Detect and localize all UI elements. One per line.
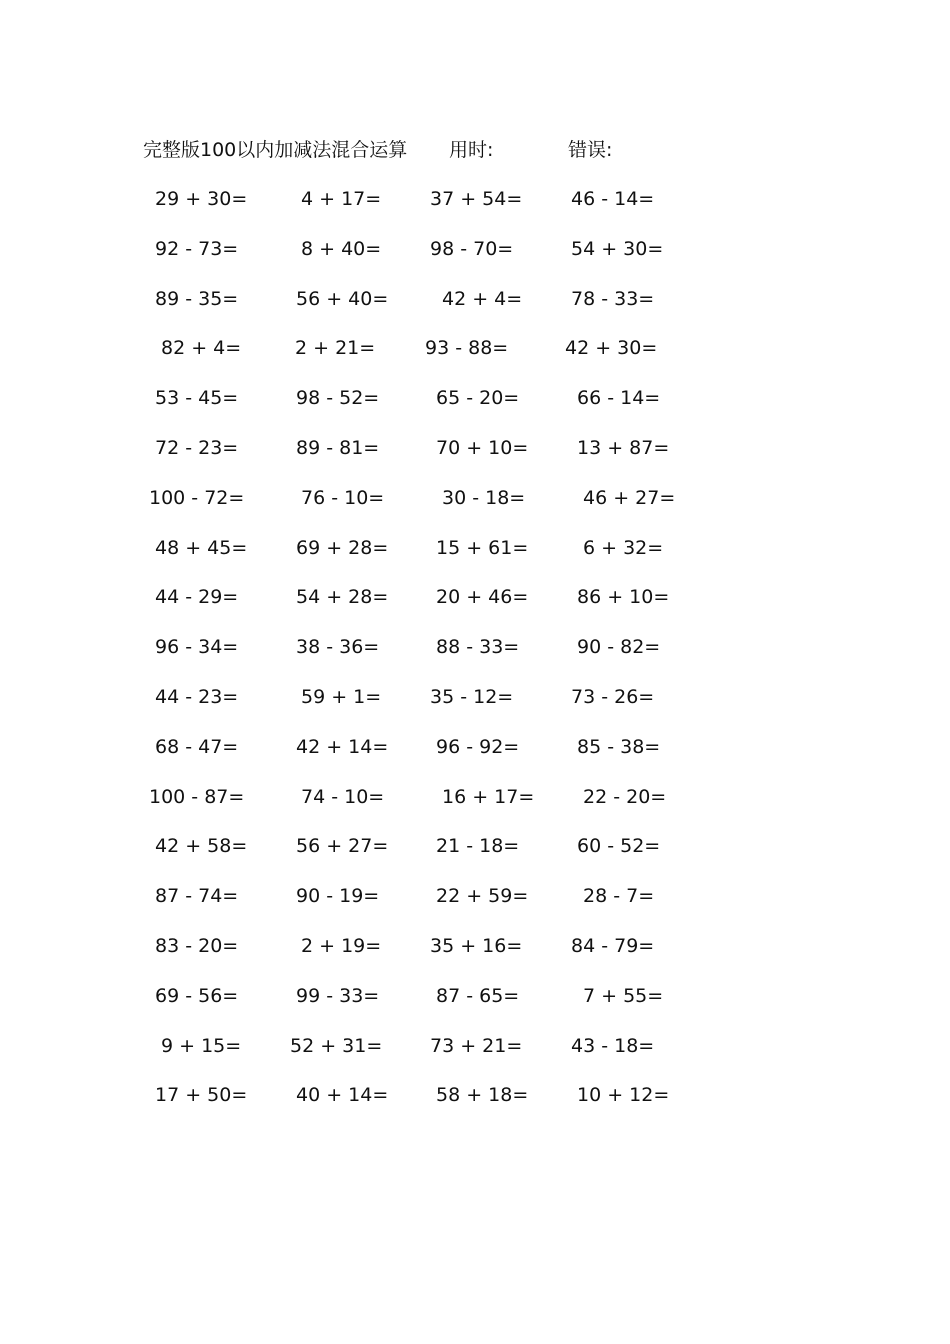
problem-row (0, 235, 950, 285)
math-problem: 10 + 12= (577, 1084, 670, 1107)
problem-row (0, 384, 950, 434)
math-problem: 2 + 19= (301, 934, 382, 957)
math-problem: 90 - 19= (296, 885, 380, 908)
problem-row (0, 434, 950, 484)
math-problem: 38 - 36= (296, 636, 380, 659)
error-label: 错误: (568, 139, 613, 161)
math-problem: 88 - 33= (436, 636, 520, 659)
math-problem: 35 - 12= (430, 685, 514, 708)
math-problem: 83 - 20= (155, 934, 239, 957)
math-problem: 56 + 27= (296, 835, 389, 858)
math-problem: 72 - 23= (155, 436, 239, 459)
problem-row (0, 882, 950, 932)
math-problem: 76 - 10= (301, 486, 385, 509)
worksheet-title: 完整版100以内加减法混合运算 (143, 139, 408, 161)
math-problem: 54 + 28= (296, 586, 389, 609)
problem-row (0, 1081, 950, 1131)
math-problem: 96 - 34= (155, 636, 239, 659)
math-problem: 40 + 14= (296, 1084, 389, 1107)
math-problem: 69 - 56= (155, 984, 239, 1007)
math-problem: 29 + 30= (155, 188, 248, 210)
math-problem: 46 + 27= (583, 486, 676, 509)
math-problem: 74 - 10= (301, 785, 385, 808)
problem-grid (0, 185, 950, 1131)
math-problem: 17 + 50= (155, 1084, 248, 1107)
math-problem: 13 + 87= (577, 436, 670, 459)
math-problem: 84 - 79= (571, 934, 655, 957)
math-problem: 98 - 52= (296, 387, 380, 410)
problem-row (0, 783, 950, 833)
math-problem: 82 + 4= (161, 337, 242, 360)
problem-row (0, 285, 950, 335)
problem-row (0, 633, 950, 683)
math-problem: 100 - 72= (149, 486, 245, 509)
math-problem: 42 + 30= (565, 337, 658, 360)
problem-row (0, 832, 950, 882)
math-problem: 42 + 14= (296, 735, 389, 758)
math-problem: 60 - 52= (577, 835, 661, 858)
problem-row (0, 733, 950, 783)
problem-row (0, 1032, 950, 1082)
math-problem: 69 + 28= (296, 536, 389, 559)
math-problem: 16 + 17= (442, 785, 535, 808)
math-problem: 22 + 59= (436, 885, 529, 908)
math-problem: 89 - 81= (296, 436, 380, 459)
math-problem: 89 - 35= (155, 287, 239, 310)
math-problem: 42 + 58= (155, 835, 248, 858)
math-problem: 35 + 16= (430, 934, 523, 957)
math-problem: 90 - 82= (577, 636, 661, 659)
math-problem: 73 - 26= (571, 685, 655, 708)
math-problem: 8 + 40= (301, 237, 382, 260)
math-problem: 87 - 65= (436, 984, 520, 1007)
math-problem: 98 - 70= (430, 237, 514, 260)
math-problem: 48 + 45= (155, 536, 248, 559)
problem-row (0, 683, 950, 733)
math-problem: 96 - 92= (436, 735, 520, 758)
math-problem: 52 + 31= (290, 1034, 383, 1057)
math-problem: 68 - 47= (155, 735, 239, 758)
problem-row (0, 583, 950, 633)
math-problem: 46 - 14= (571, 188, 655, 210)
math-problem: 37 + 54= (430, 188, 523, 210)
problem-row (0, 484, 950, 534)
math-problem: 20 + 46= (436, 586, 529, 609)
math-problem: 70 + 10= (436, 436, 529, 459)
math-problem: 44 - 29= (155, 586, 239, 609)
math-problem: 28 - 7= (583, 885, 655, 908)
math-problem: 6 + 32= (583, 536, 664, 559)
math-problem: 73 + 21= (430, 1034, 523, 1057)
problem-row (0, 185, 950, 235)
math-problem: 100 - 87= (149, 785, 245, 808)
math-problem: 2 + 21= (295, 337, 376, 360)
math-problem: 66 - 14= (577, 387, 661, 410)
math-problem: 43 - 18= (571, 1034, 655, 1057)
math-problem: 53 - 45= (155, 387, 239, 410)
math-problem: 44 - 23= (155, 685, 239, 708)
problem-row (0, 334, 950, 384)
math-problem: 58 + 18= (436, 1084, 529, 1107)
math-problem: 99 - 33= (296, 984, 380, 1007)
math-problem: 4 + 17= (301, 188, 382, 210)
math-problem: 15 + 61= (436, 536, 529, 559)
math-problem: 30 - 18= (442, 486, 526, 509)
math-problem: 92 - 73= (155, 237, 239, 260)
math-problem: 42 + 4= (442, 287, 523, 310)
math-problem: 22 - 20= (583, 785, 667, 808)
math-problem: 21 - 18= (436, 835, 520, 858)
math-problem: 78 - 33= (571, 287, 655, 310)
math-problem: 54 + 30= (571, 237, 664, 260)
problem-row (0, 982, 950, 1032)
time-label: 用时: (449, 139, 494, 161)
math-problem: 9 + 15= (161, 1034, 242, 1057)
math-problem: 85 - 38= (577, 735, 661, 758)
math-problem: 59 + 1= (301, 685, 382, 708)
math-problem: 65 - 20= (436, 387, 520, 410)
math-problem: 87 - 74= (155, 885, 239, 908)
problem-row (0, 932, 950, 982)
math-problem: 93 - 88= (425, 337, 509, 360)
math-problem: 7 + 55= (583, 984, 664, 1007)
problem-row (0, 534, 950, 584)
math-problem: 86 + 10= (577, 586, 670, 609)
math-problem: 56 + 40= (296, 287, 389, 310)
